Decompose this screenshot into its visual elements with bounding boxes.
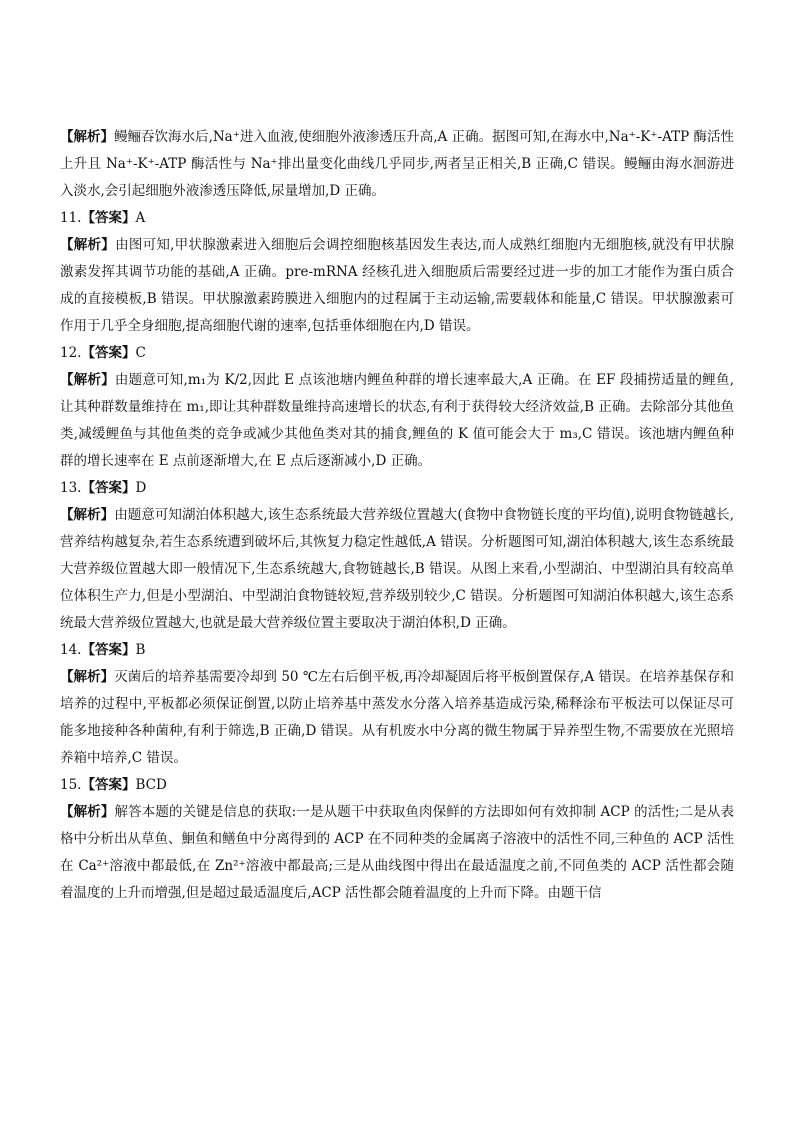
explanation-12 (60, 367, 734, 475)
explanation-label: 【解析】 (60, 507, 115, 523)
answer-label: 【答案】 (81, 345, 136, 361)
explanation-text: 由图可知,甲状腺激素进入细胞后会调控细胞核基因发生表达,而人成熟红细胞内无细胞核,就没有甲状腺激素发挥其调节功能的基础,A 正确。pre-mRNA 经核孔进入细胞质后需要经过进一步的加工才能作为蛋白质合成的直接模板,B 错误。甲状腺激素跨膜进入细胞内的过程属于主动运输,需要载体和能量,C 错误。甲状腺激素可作用于几乎全身细胞,提高细胞代谢的速率,包括垂体细胞在内,D 错误。 (60, 237, 735, 334)
answer-13 (60, 475, 734, 502)
question-number: 11. (60, 210, 82, 226)
explanation-10 (60, 124, 734, 205)
answer-label: 【答案】 (81, 642, 136, 658)
explanation-text: 解答本题的关键是信息的获取:一是从题干中获取鱼肉保鲜的方法即如何有效抑制 ACP 的活性;二是从表格中分析出从草鱼、鮰鱼和鳝鱼中分离得到的 ACP 在不同种类的金属离子溶液中的活性不同,三种鱼的 ACP 活性在 Ca²⁺溶液中都最低,在 Zn²⁺溶液中都最高;三是从曲线图中得出在最适温度之前,不同鱼类的 ACP 活性都会随着温度的上升而增强,但是超过最适温度后,ACP 活性都会随着温度的上升而下降。由题干信 (60, 804, 735, 901)
explanation-label: 【解析】 (60, 237, 116, 253)
explanation-13 (60, 502, 734, 637)
answer-value: C (135, 345, 146, 361)
answer-label: 【答案】 (81, 777, 136, 793)
explanation-11 (60, 232, 734, 340)
explanation-text: 由题意可知,m₁为 K/2,因此 E 点该池塘内鲤鱼种群的增长速率最大,A 正确。在 EF 段捕捞适量的鲤鱼,让其种群数量维持在 m₁,即让其种群数量维持高速增长的状态,有利于获得较大经济效益,B 正确。去除部分其他鱼类,减缓鲤鱼与其他鱼类的竞争或减少其他鱼类对其的捕食,鲤鱼的 K 值可能会大于 m₃,C 错误。该池塘内鲤鱼种群的增长速率在 E 点前逐渐增大,在 E 点后逐渐减小,D 正确。 (60, 372, 734, 469)
answer-15 (60, 772, 734, 799)
answer-label: 【答案】 (81, 210, 136, 226)
explanation-label: 【解析】 (60, 372, 115, 388)
explanation-text: 鳗鲡吞饮海水后,Na⁺进入血液,使细胞外液渗透压升高,A 正确。据图可知,在海水中,Na⁺-K⁺-ATP 酶活性上升且 Na⁺-K⁺-ATP 酶活性与 Na⁺排出量变化曲线几乎同步,两者呈正相关,B 正确,C 错误。鳗鲡由海水洄游进入淡水,会引起细胞外液渗透压降低,尿量增加,D 正确。 (60, 129, 734, 199)
answer-11 (60, 205, 734, 232)
answer-14 (60, 637, 734, 664)
question-number: 15. (60, 777, 82, 793)
explanation-14 (60, 664, 734, 772)
question-number: 14. (60, 642, 82, 658)
explanation-label: 【解析】 (60, 129, 115, 145)
answer-value: D (135, 480, 147, 496)
answer-value: A (135, 210, 146, 226)
answer-12 (60, 340, 734, 367)
answer-value: BCD (135, 777, 167, 793)
question-number: 12. (60, 345, 82, 361)
explanation-text: 灭菌后的培养基需要冷却到 50 ℃左右后倒平板,再冷却凝固后将平板倒置保存,A 错误。在培养基保存和培养的过程中,平板都必须保证倒置,以防止培养基中蒸发水分落入培养基造成污染,稀释涂布平板法可以保证尽可能多地接种各种菌种,有利于筛选,B 正确,D 错误。从有机废水中分离的微生物属于异养型生物,不需要放在光照培养箱中培养,C 错误。 (60, 669, 735, 766)
explanation-label: 【解析】 (60, 669, 115, 685)
answer-label: 【答案】 (81, 480, 136, 496)
explanation-label: 【解析】 (60, 804, 115, 820)
explanation-15 (60, 799, 734, 907)
answer-value: B (135, 642, 146, 658)
explanation-text: 由题意可知湖泊体积越大,该生态系统最大营养级位置越大(食物中食物链长度的平均值),说明食物链越长,营养结构越复杂,若生态系统遭到破坏后,其恢复力稳定性越低,A 错误。分析题图可知,湖泊体积越大,该生态系统最大营养级位置越大即一般情况下,生态系统越大,食物链越长,B 错误。从图上来看,小型湖泊、中型湖泊具有较高单位体积生产力,但是小型湖泊、中型湖泊食物链较短,营养级别较少,C 错误。分析题图可知湖泊体积越大,该生态系统最大营养级位置越大,也就是最大营养级位置主要取决于湖泊体积,D 正确。 (60, 507, 735, 631)
question-number: 13. (60, 480, 82, 496)
